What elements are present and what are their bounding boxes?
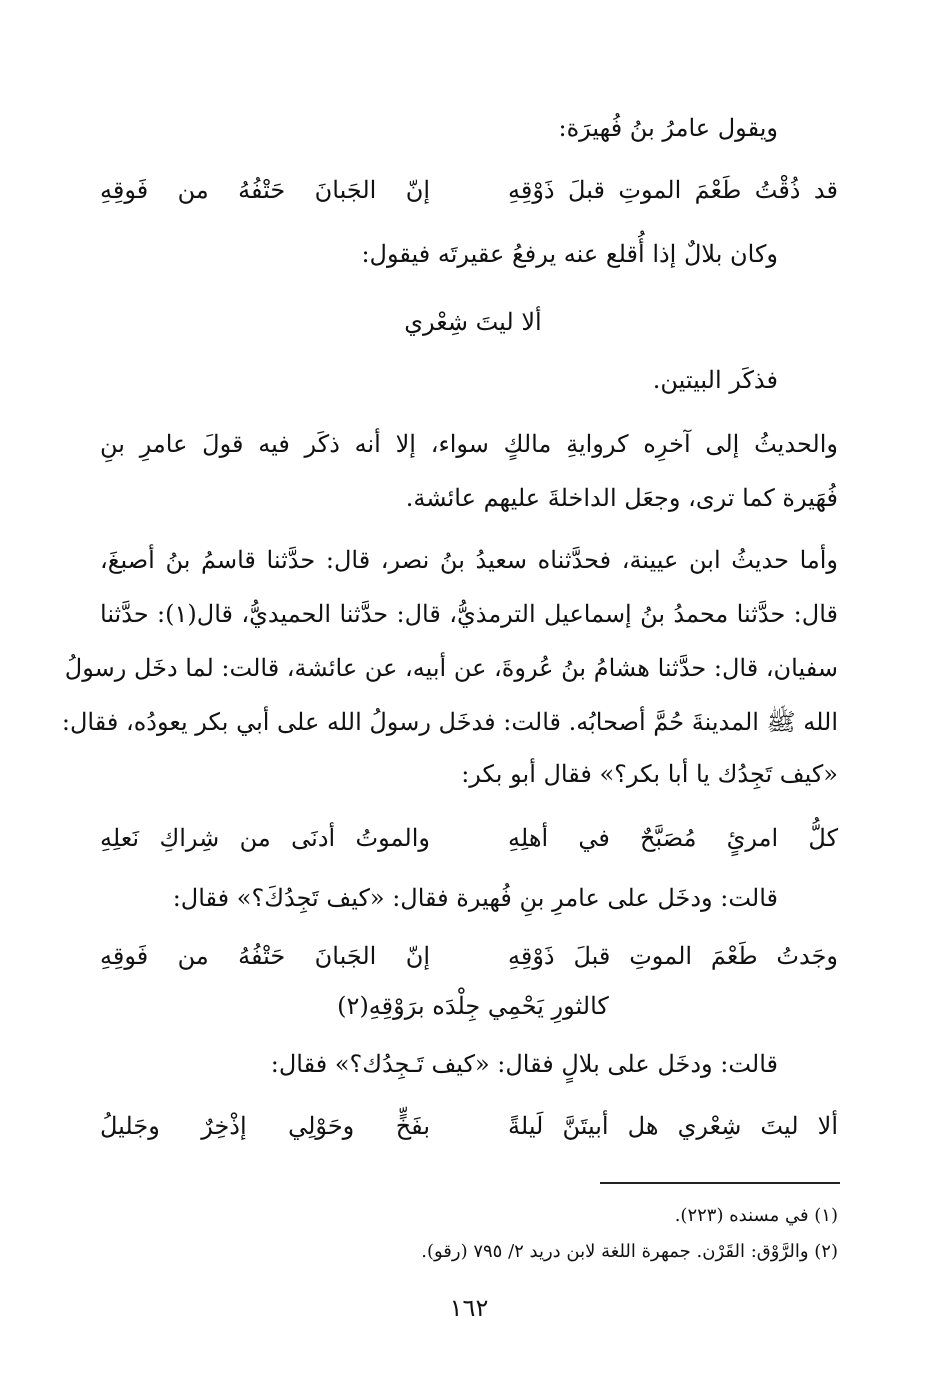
footnote-1: (١) في مسنده (٢٢٣). [674, 1205, 838, 1226]
verse-6-second-hemistich: بفَخٍّ وحَوْلِي إذْخِرٌ وجَليلُ [100, 1112, 430, 1140]
text-line-7: والحديثُ إلى آخرِه كروايةِ مالكٍ سواء، إلا أنه ذكَر فيه قولَ عامرِ بنِ [100, 430, 838, 458]
verse-5-text: كالثورِ يَحْمِي جِلْدَه برَوْقِهِ(٢) [337, 992, 609, 1020]
text-line-4: وكان بلالٌ إذا أُقلع عنه يرفعُ عقيرتَه فيقول: [361, 240, 778, 268]
verse-3 [100, 818, 838, 858]
verse-4-first-hemistich: وجَدتُ طَعْمَ الموتِ قبلَ ذَوْقِهِ [508, 942, 838, 970]
text-line-12: الله ﷺ المدينةَ حُمَّ أصحابُه. قالت: فدخَل رسولُ الله على أبي بكر يعودُه، فقال: [61, 708, 838, 736]
verse-5 [100, 986, 838, 1026]
text-line-13: «كيف تَجِدُك يا أبا بكر؟» فقال أبو بكر: [461, 760, 838, 788]
text-line-1: ويقول عامرُ بنُ فُهيرَة: [558, 114, 778, 142]
verse-3-first-hemistich: كلُّ امرئٍ مُصَبَّحٌ في أهلِهِ [508, 824, 838, 852]
verse-1 [100, 170, 838, 210]
text-line-8: فُهَيرة كما ترى، وجعَل الداخلةَ عليهم عائشة. [405, 484, 838, 512]
verse-4-second-hemistich: إنّ الجَبانَ حَتْفُهُ من فَوقِهِ [100, 942, 430, 970]
text-line-15: قالت: ودخَل على عامرِ بنِ فُهيرة فقال: «كيف تَجِدُكَ؟» فقال: [172, 884, 778, 912]
text-line-10: قال: حدَّثنا محمدُ بنُ إسماعيل الترمذيُّ، قال: حدَّثنا الحميديُّ، قال(١): حدَّثنا [100, 600, 838, 628]
verse-1-second-hemistich: إنّ الجَبانَ حَتْفُهُ من فَوقِهِ [100, 176, 430, 204]
text-line-11: سفيان، قال: حدَّثنا هشامُ بنُ عُروةَ، عن أبيه، عن عائشة، قالت: لما دخَل رسولُ [64, 654, 838, 682]
page-number: ١٦٢ [449, 1294, 489, 1322]
footnote-separator [600, 1182, 840, 1184]
verse-2-text: ألا ليتَ شِعْري [404, 308, 542, 336]
verse-3-second-hemistich: والموتُ أدنَى من شِراكِ نَعلِهِ [100, 824, 430, 852]
verse-4 [100, 936, 838, 976]
text-line-6: فذكَر البيتين. [652, 366, 778, 394]
footnote-2: (٢) والرَّوْق: القَرْن. جمهرة اللغة لابن دريد ٢/ ٧٩٥ (رقو). [421, 1241, 838, 1262]
text-line-18: قالت: ودخَل على بلالٍ فقال: «كيف تَـجِدُك؟» فقال: [270, 1050, 778, 1078]
verse-2 [100, 302, 838, 342]
verse-6 [100, 1106, 838, 1146]
verse-1-first-hemistich: قد ذُقْتُ طَعْمَ الموتِ قبلَ ذَوْقِهِ [508, 176, 838, 204]
verse-6-first-hemistich: ألا ليتَ شِعْري هل أبيتَنَّ لَيلةً [508, 1112, 838, 1140]
text-line-9: وأما حديثُ ابن عيينة، فحدَّثناه سعيدُ بنُ نصر، قال: حدَّثنا قاسمُ بنُ أصبغَ، [100, 546, 838, 574]
